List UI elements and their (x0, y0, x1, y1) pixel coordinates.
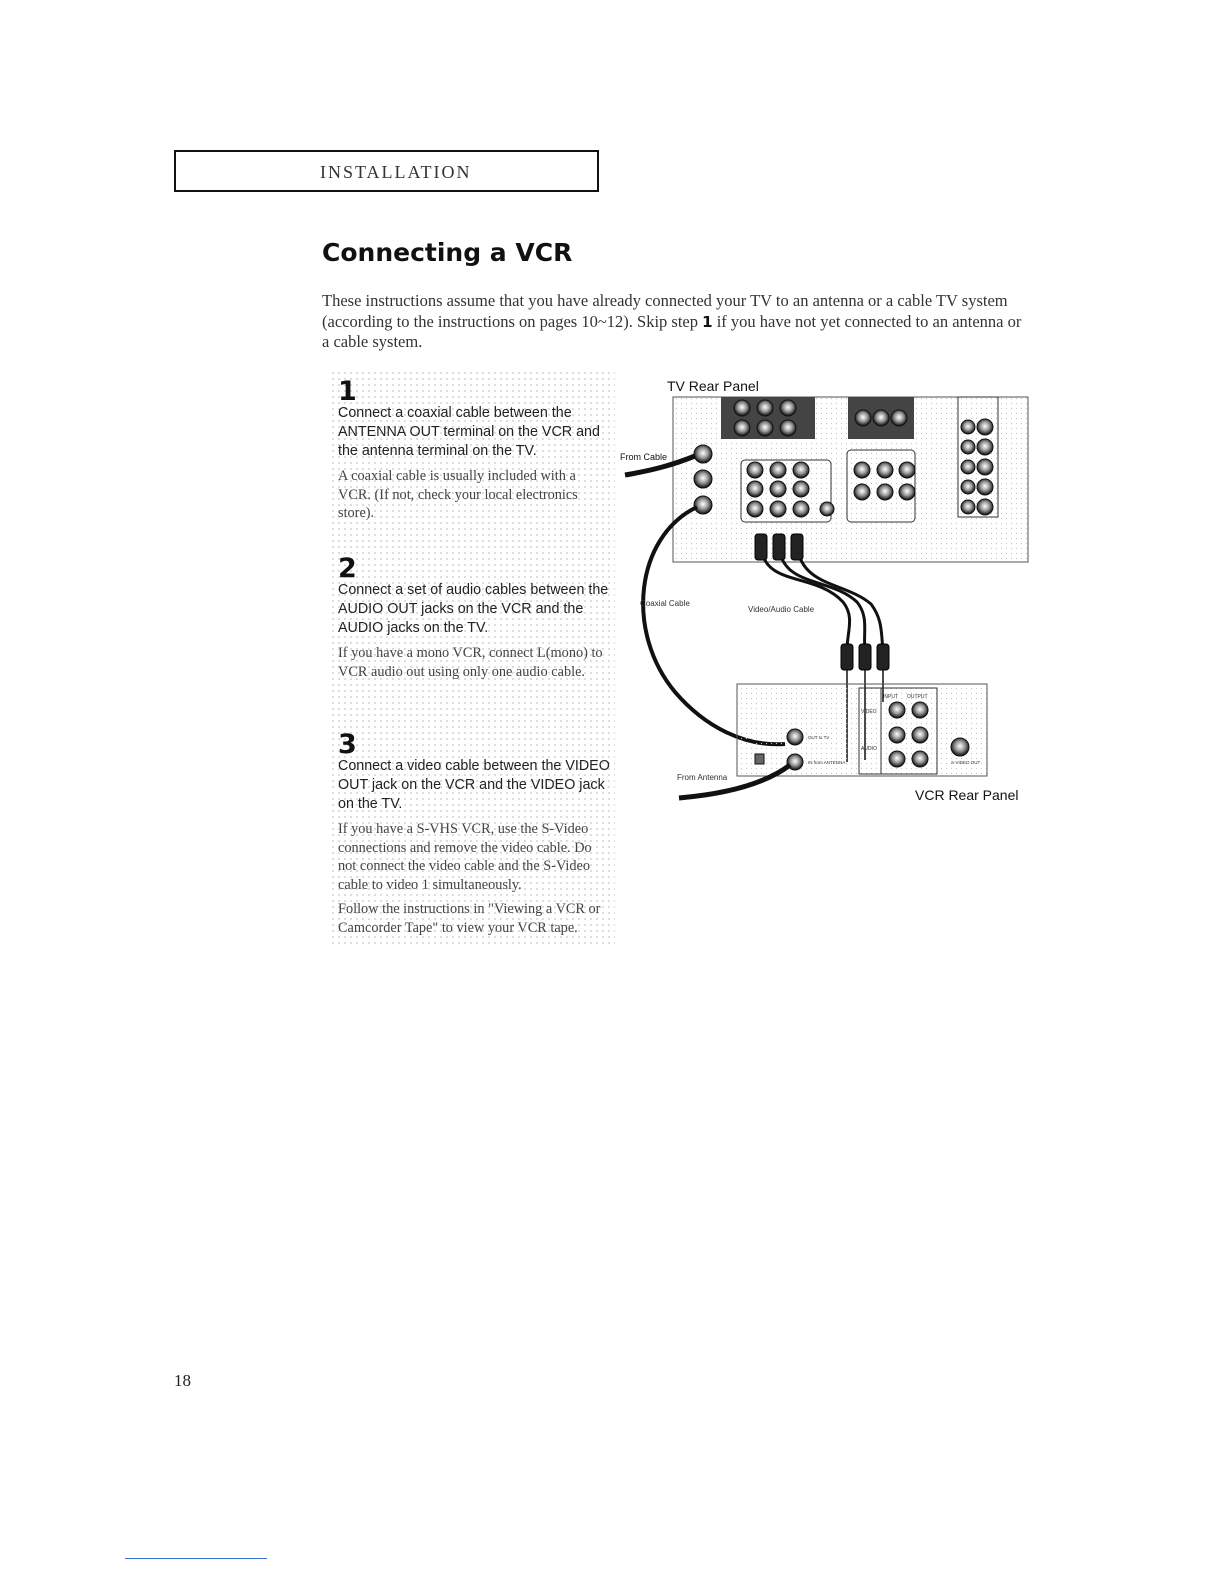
intro-paragraph (322, 291, 1022, 353)
intro-text-after: if you have not yet connected to an antenna or a cable system. (322, 311, 1022, 351)
footer-rule (125, 1558, 267, 1559)
vcr-in-from-antenna-label: IN from ANTENNA (808, 760, 846, 765)
step-3 (338, 729, 610, 943)
page-title: Connecting a VCR (322, 238, 573, 267)
step-1-number: 1 (338, 376, 357, 407)
vcr-rear-panel (737, 684, 987, 776)
step-3-instruction: Connect a video cable between the VIDEO OUT jack on the VCR and the VIDEO jack on the TV. (338, 758, 610, 812)
steps-panel (330, 370, 615, 945)
step-1-note: A coaxial cable is usually included with a VCR. (If not, check your local electronics store). (338, 468, 578, 521)
step-3-note-svideo: If you have a S-VHS VCR, use the S-Video connections and remove the video cable. Do not connect the video cable and the S-Video cable to video 1 simultaneously. (338, 821, 592, 893)
intro-step-ref: 1 (702, 312, 713, 331)
step-3-note-follow: Follow the instructions in "Viewing a VCR or Camcorder Tape" to view your VCR tape. (338, 901, 601, 936)
video-audio-cable-label: Video/Audio Cable (748, 605, 815, 614)
vcr-audio-label: AUDIO (861, 746, 877, 752)
vcr-output-label: OUTPUT (907, 694, 928, 700)
step-2-instruction: Connect a set of audio cables between the AUDIO OUT jacks on the VCR and the AUDIO jacks on the TV. (338, 582, 609, 636)
vcr-rear-panel-label: VCR Rear Panel (915, 787, 1019, 803)
from-antenna-label: From Antenna (677, 773, 728, 782)
section-title: INSTALLATION (320, 162, 472, 182)
step-3-number: 3 (338, 729, 357, 760)
channel-switch (755, 754, 764, 764)
vcr-out-to-tv-label: OUT to TV (808, 735, 830, 740)
tv-rear-panel (673, 397, 1028, 562)
section-header (174, 150, 599, 192)
coaxial-cable-label: Coaxial Cable (640, 599, 690, 608)
from-cable-label: From Cable (620, 452, 668, 462)
connection-diagram (615, 372, 1035, 812)
step-1-instruction: Connect a coaxial cable between the ANTENNA OUT terminal on the VCR and the antenna terminal on the TV. (338, 405, 600, 459)
step-2 (338, 553, 610, 687)
intro-text-before: These instructions assume that you have already connected your TV to an antenna or a cable TV system (according to the instructions on pages 10~12). Skip step (322, 291, 1008, 331)
vcr-video-label: VIDEO (861, 709, 877, 715)
vcr-input-label: INPUT (883, 694, 898, 700)
step-1 (338, 376, 610, 529)
vcr-svideo-out-label: S-VIDEO OUT (951, 760, 981, 765)
step-2-note: If you have a mono VCR, connect L(mono) to VCR audio out using only one audio cable. (338, 645, 603, 680)
step-2-number: 2 (338, 553, 357, 584)
page-number: 18 (174, 1371, 191, 1390)
tv-rear-panel-label: TV Rear Panel (667, 378, 759, 394)
